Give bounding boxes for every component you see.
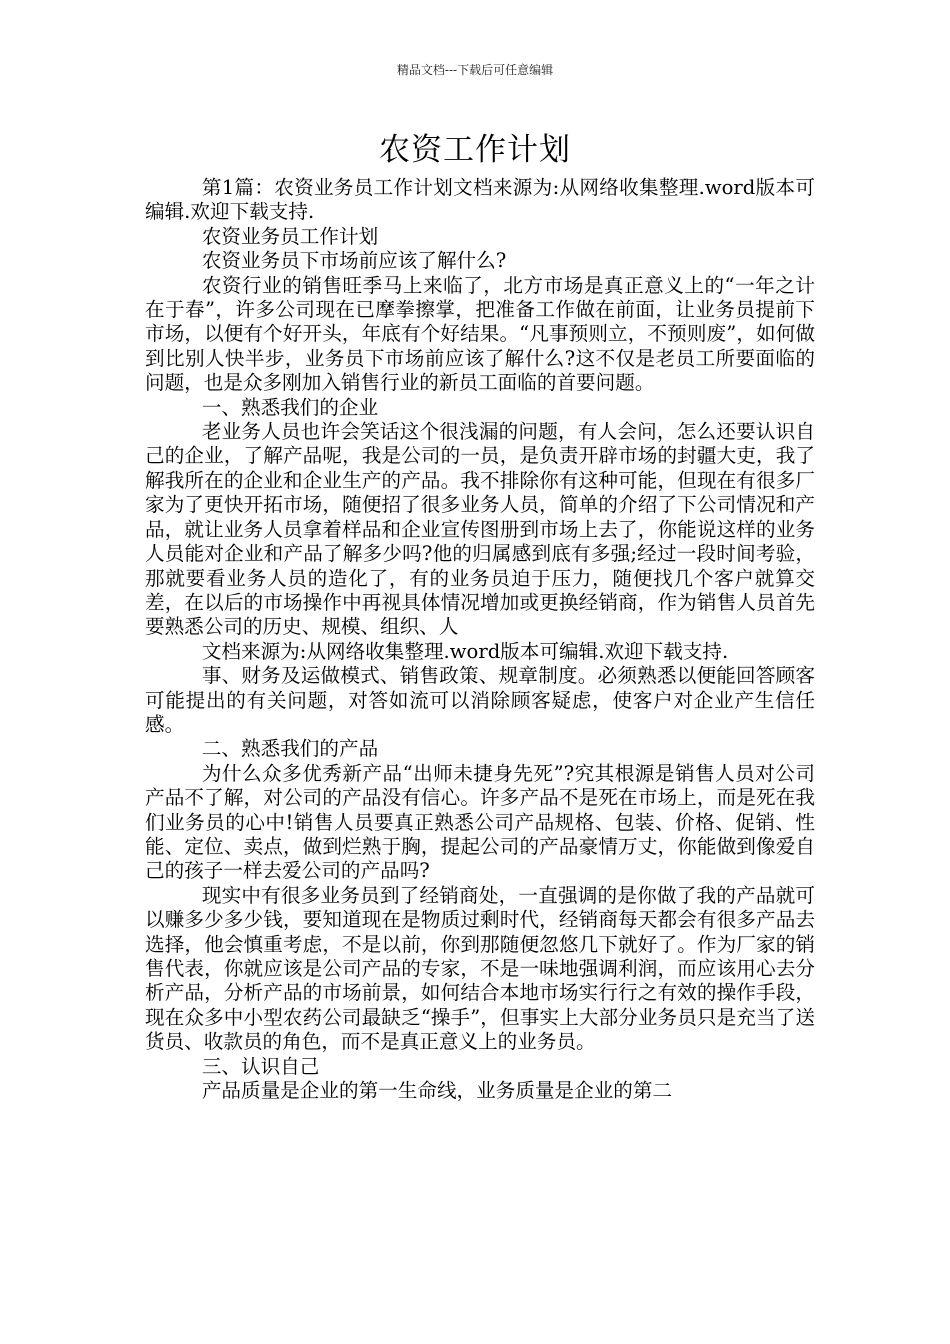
- document-title: 农资工作计划: [379, 132, 571, 168]
- section-heading: 一、熟悉我们的企业: [201, 395, 379, 419]
- paragraph: 老业务人员也许会笑话这个很浅漏的问题，有人会问，怎么还要认识自己的企业，了解产品呢，我是公司的一员，是负责开辟市场的封疆大吏，我了解我所在的企业和企业生产的产品。我不排除你有这种可能，但现在有很多厂家为了更快开拓市场，随便招了很多业务人员，简单的介绍了下公司情况和产品，就让业务人员拿着样品和企业宣传图册到市场上去了，你能说这样的业务人员能对企业和产品了解多少吗?他的归属感到底有多强;经过一段时间考验，那就要看业务人员的造化了，有的业务员迫于压力，随便找几个客户就算交差，在以后的市场操作中再视具体情况增加或更换经销商，作为销售人员首先要熟悉公司的历史、规模、组织、人: [145, 420, 815, 639]
- paragraph: 农资行业的销售旺季马上来临了，北方市场是真正意义上的“一年之计在于春”，许多公司现在已摩拳擦掌，把准备工作做在前面，让业务员提前下市场，以便有个好开头，年底有个好结果。“凡事预则立，不预则废”，如何做到比别人快半步，业务员下市场前应该了解什么?这不仅是老员工所要面临的问题，也是众多刚加入销售行业的新员工面临的首要问题。: [145, 273, 815, 395]
- paragraph: 农资业务员下市场前应该了解什么?: [201, 249, 507, 273]
- document-body: [145, 176, 815, 1103]
- paragraph: 为什么众多优秀新产品“出师未捷身先死”?究其根源是销售人员对公司产品不了解，对公司的产品没有信心。许多产品不是死在市场上，而是死在我们业务员的心中!销售人员要真正熟悉公司产品规格、包装、价格、促销、性能、定位、卖点，做到烂熟于胸，提起公司的产品豪情万丈，你能做到像爱自己的孩子一样去爱公司的产品吗?: [145, 761, 815, 883]
- section-heading: 二、熟悉我们的产品: [201, 737, 379, 761]
- section-heading: 三、认识自己: [201, 1054, 320, 1078]
- paragraph: 第1篇：农资业务员工作计划文档来源为:从网络收集整理.word版本可编辑.欢迎下载支持.: [145, 176, 815, 224]
- paragraph: 农资业务员工作计划: [201, 224, 379, 248]
- source-note: 文档来源为:从网络收集整理.word版本可编辑.欢迎下载支持.: [201, 639, 729, 663]
- paragraph: 事、财务及运做模式、销售政策、规章制度。必须熟悉以便能回答顾客可能提出的有关问题，对答如流可以消除顾客疑虑，使客户对企业产生信任感。: [145, 664, 815, 736]
- paragraph: 现实中有很多业务员到了经销商处，一直强调的是你做了我的产品就可以赚多少多少钱，要知道现在是物质过剩时代，经销商每天都会有很多产品去选择，他会慎重考虑，不是以前，你到那随便忽悠几下就好了。作为厂家的销售代表，你就应该是公司产品的专家，不是一味地强调利润，而应该用心去分析产品，分析产品的市场前景，如何结合本地市场实行行之有效的操作手段，现在众多中小型农药公司最缺乏“操手”，但事实上大部分业务员只是充当了送货员、收款员的角色，而不是真正意义上的业务员。: [145, 883, 815, 1054]
- page-header: 精品文档---下载后可任意编辑: [396, 63, 554, 77]
- paragraph: 产品质量是企业的第一生命线，业务质量是企业的第二: [201, 1079, 673, 1103]
